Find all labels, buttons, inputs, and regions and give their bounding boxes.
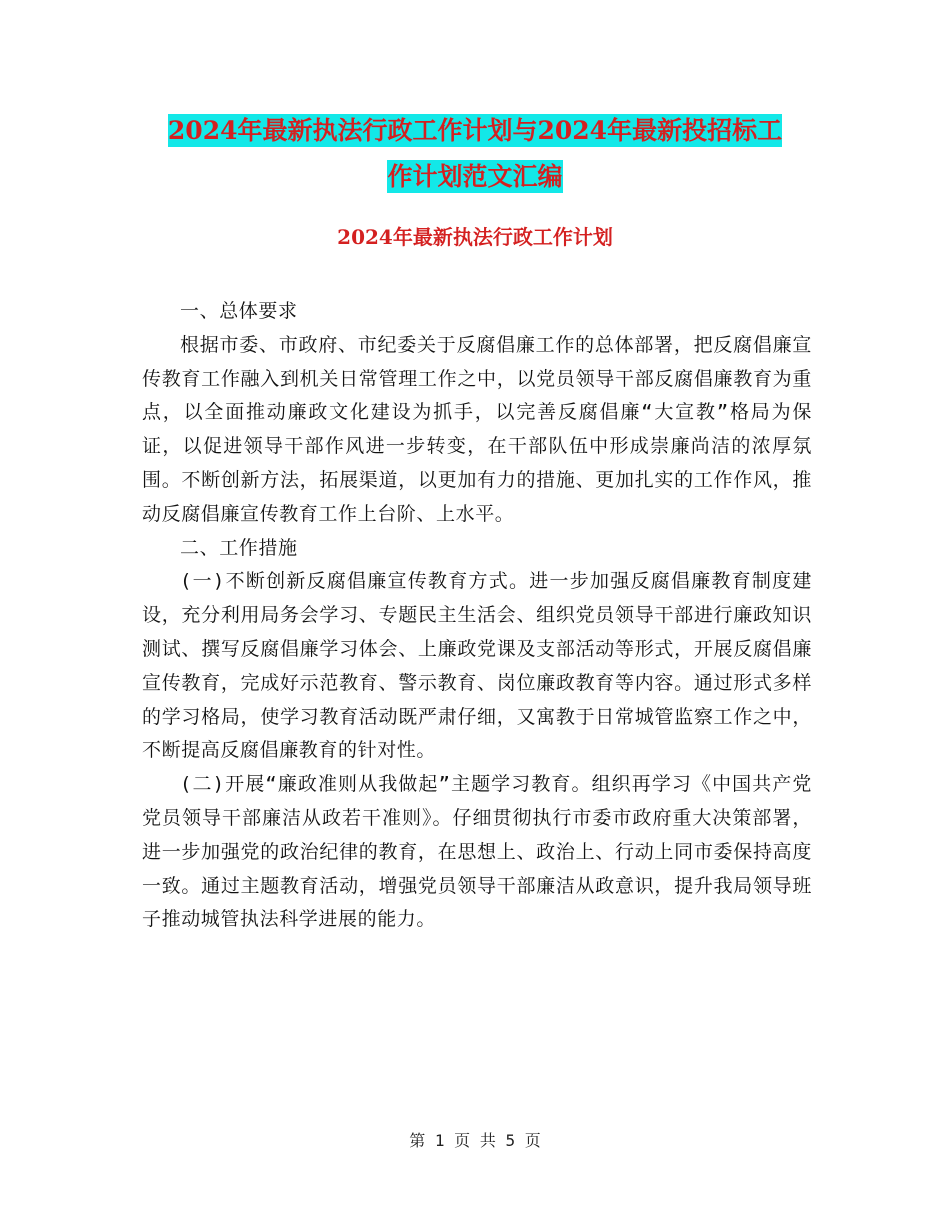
document-body	[142, 295, 812, 937]
paragraph-measure-1: (一)不断创新反腐倡廉宣传教育方式。进一步加强反腐倡廉教育制度建设，充分利用局务会学习、专题民主生活会、组织党员领导干部进行廉政知识测试、撰写反腐倡廉学习体会、上廉政党课及支部活动等形式，开展反腐倡廉宣传教育，完成好示范教育、警示教育、岗位廉政教育等内容。通过形式多样的学习格局，使学习教育活动既严肃仔细，又寓教于日常城管监察工作之中，不断提高反腐倡廉教育的针对性。	[142, 570, 812, 762]
title-line-2: 作计划范文汇编	[387, 162, 563, 191]
heading-work-measures: 二、工作措施	[180, 536, 298, 559]
paragraph-measure-2: (二)开展“廉政准则从我做起”主题学习教育。组织再学习《中国共产党党员领导干部廉洁从政若干准则》。仔细贯彻执行市委市政府重大决策部署，进一步加强党的政治纪律的教育，在思想上、政治上、行动上同市委保持高度一致。通过主题教育活动，增强党员领导干部廉洁从政意识，提升我局领导班子推动城管执法科学进展的能力。	[142, 773, 812, 931]
paragraph-overall-requirements: 根据市委、市政府、市纪委关于反腐倡廉工作的总体部署，把反腐倡廉宣传教育工作融入到机关日常管理工作之中，以党员领导干部反腐倡廉教育为重点，以全面推动廉政文化建设为抓手，以完善反腐倡廉“大宣教”格局为保证，以促进领导干部作风进一步转变，在干部队伍中形成崇廉尚洁的浓厚氛围。不断创新方法，拓展渠道，以更加有力的措施、更加扎实的工作作风，推动反腐倡廉宣传教育工作上台阶、上水平。	[142, 333, 812, 525]
title-line-1: 2024年最新执法行政工作计划与2024年最新投招标工	[167, 116, 783, 145]
page-number-footer: 第 1 页 共 5 页	[409, 1131, 541, 1150]
document-title	[140, 108, 810, 200]
heading-overall-requirements: 一、总体要求	[180, 300, 298, 322]
section-title: 2024年最新执法行政工作计划	[337, 225, 613, 249]
